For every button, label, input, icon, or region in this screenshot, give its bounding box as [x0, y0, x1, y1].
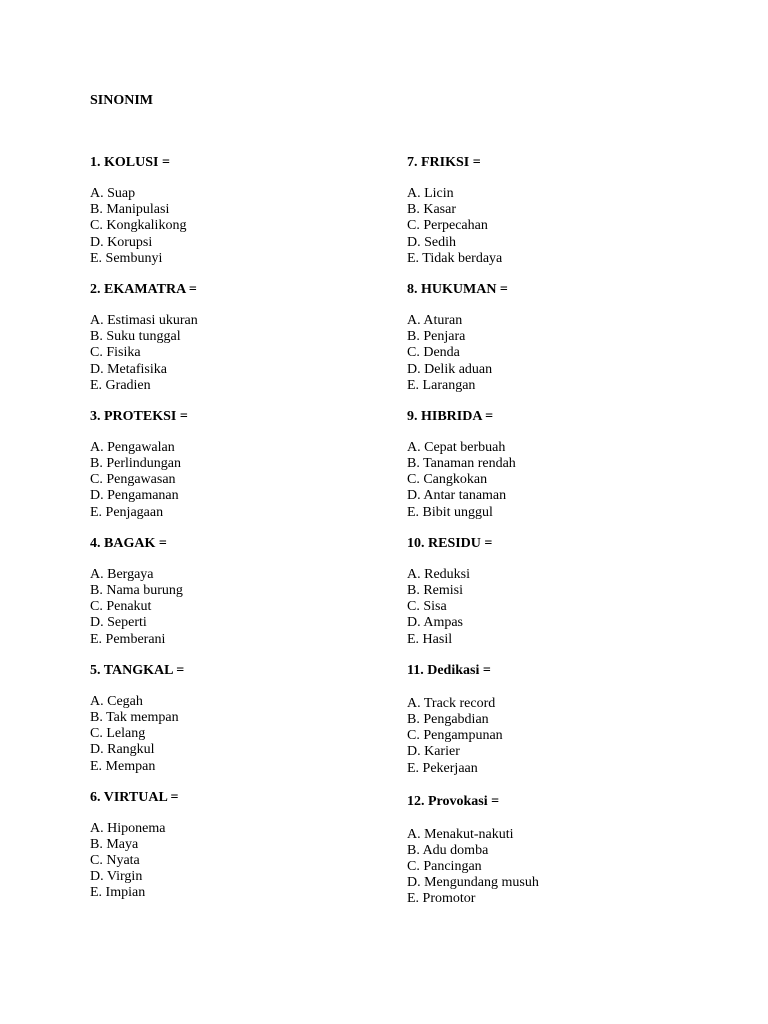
option-d: D. Korupsi — [90, 234, 153, 250]
option-a: A. Reduksi — [407, 566, 470, 582]
option-b: B. Perlindungan — [90, 456, 181, 472]
option-b: B. Tak mempan — [90, 709, 179, 725]
option-d: D. Delik aduan — [407, 361, 493, 377]
option-d: D. Antar tanaman — [407, 488, 507, 504]
option-d: D. Karier — [407, 744, 460, 760]
option-b: B. Maya — [90, 836, 139, 852]
option-d: D. Pengamanan — [90, 488, 179, 504]
document-title: SINONIM — [90, 93, 154, 108]
option-d: D. Rangkul — [90, 742, 155, 758]
option-a: A. Pengawalan — [90, 439, 175, 455]
option-c: C. Kongkalikong — [90, 218, 187, 234]
option-d: D. Seperti — [90, 615, 147, 631]
option-b: B. Manipulasi — [90, 202, 170, 218]
question-title: 11. Dedikasi = — [407, 662, 491, 678]
question-4 — [90, 536, 390, 648]
option-e: E. Impian — [90, 885, 146, 901]
option-e: E. Larangan — [407, 377, 476, 393]
option-a: A. Licin — [407, 186, 454, 201]
option-e: E. Penjagaan — [90, 504, 164, 520]
option-a: A. Bergaya — [90, 566, 154, 582]
question-title: 10. RESIDU = — [407, 535, 493, 551]
option-e: E. Hasil — [407, 631, 453, 647]
question-title: 4. BAGAK = — [90, 535, 167, 551]
question-title: 5. TANGKAL = — [90, 662, 185, 678]
option-b: B. Remisi — [407, 583, 464, 598]
question-11 — [407, 663, 727, 777]
option-e: E. Tidak berdaya — [407, 250, 503, 266]
option-b: B. Penjara — [407, 329, 466, 345]
option-a: A. Aturan — [407, 312, 463, 328]
question-title: 6. VIRTUAL = — [90, 789, 179, 805]
question-10 — [407, 536, 727, 648]
question-2 — [90, 282, 390, 394]
option-b: B. Nama burung — [90, 583, 183, 598]
option-c: C. Nyata — [90, 853, 140, 869]
question-5 — [90, 663, 390, 775]
question-6 — [90, 790, 390, 902]
option-b: B. Pengabdian — [407, 711, 489, 727]
question-7 — [407, 155, 727, 267]
question-1 — [90, 155, 390, 267]
question-title: 1. KOLUSI = — [90, 155, 170, 170]
option-a: A. Cepat berbuah — [407, 439, 506, 455]
option-c: C. Fisika — [90, 345, 141, 361]
option-e: E. Mempan — [90, 758, 156, 774]
option-c: C. Sisa — [407, 599, 447, 615]
option-c: C. Pengawasan — [90, 472, 176, 488]
question-3 — [90, 409, 390, 521]
left-column — [90, 155, 390, 917]
option-b: B. Suku tunggal — [90, 329, 181, 345]
option-d: D. Mengundang musuh — [407, 875, 539, 891]
option-e: E. Bibit unggul — [407, 504, 493, 520]
option-a: A. Cegah — [90, 693, 143, 709]
option-c: C. Lelang — [90, 726, 146, 742]
option-d: D. Ampas — [407, 615, 463, 631]
option-a: A. Estimasi ukuran — [90, 312, 198, 328]
question-title: 2. EKAMATRA = — [90, 281, 197, 297]
question-8 — [407, 282, 727, 394]
option-e: E. Pekerjaan — [407, 760, 478, 776]
option-b: B. Tanaman rendah — [407, 456, 516, 472]
option-e: E. Pemberani — [90, 631, 166, 647]
option-c: C. Cangkokan — [407, 472, 488, 488]
option-c: C. Perpecahan — [407, 218, 488, 234]
question-12 — [407, 794, 727, 908]
question-title: 12. Provokasi = — [407, 793, 500, 809]
option-c: C. Pengampunan — [407, 728, 503, 744]
question-title: 3. PROTEKSI = — [90, 408, 188, 424]
option-b: B. Kasar — [407, 202, 456, 218]
option-d: D. Sedih — [407, 234, 456, 250]
option-c: C. Penakut — [90, 599, 152, 615]
option-a: A. Track record — [407, 695, 496, 711]
option-a: A. Hiponema — [90, 820, 166, 836]
right-column — [407, 155, 727, 923]
option-e: E. Sembunyi — [90, 250, 163, 266]
option-b: B. Adu domba — [407, 842, 489, 858]
option-e: E. Promotor — [407, 891, 476, 907]
option-c: C. Pancingan — [407, 859, 482, 875]
question-9 — [407, 409, 727, 521]
option-a: A. Menakut-nakuti — [407, 826, 514, 842]
question-title: 7. FRIKSI = — [407, 155, 481, 170]
option-c: C. Denda — [407, 345, 460, 361]
question-title: 8. HUKUMAN = — [407, 281, 508, 297]
option-a: A. Suap — [90, 186, 136, 201]
option-e: E. Gradien — [90, 377, 151, 393]
question-title: 9. HIBRIDA = — [407, 408, 494, 424]
option-d: D. Metafisika — [90, 361, 167, 377]
option-d: D. Virgin — [90, 869, 143, 885]
